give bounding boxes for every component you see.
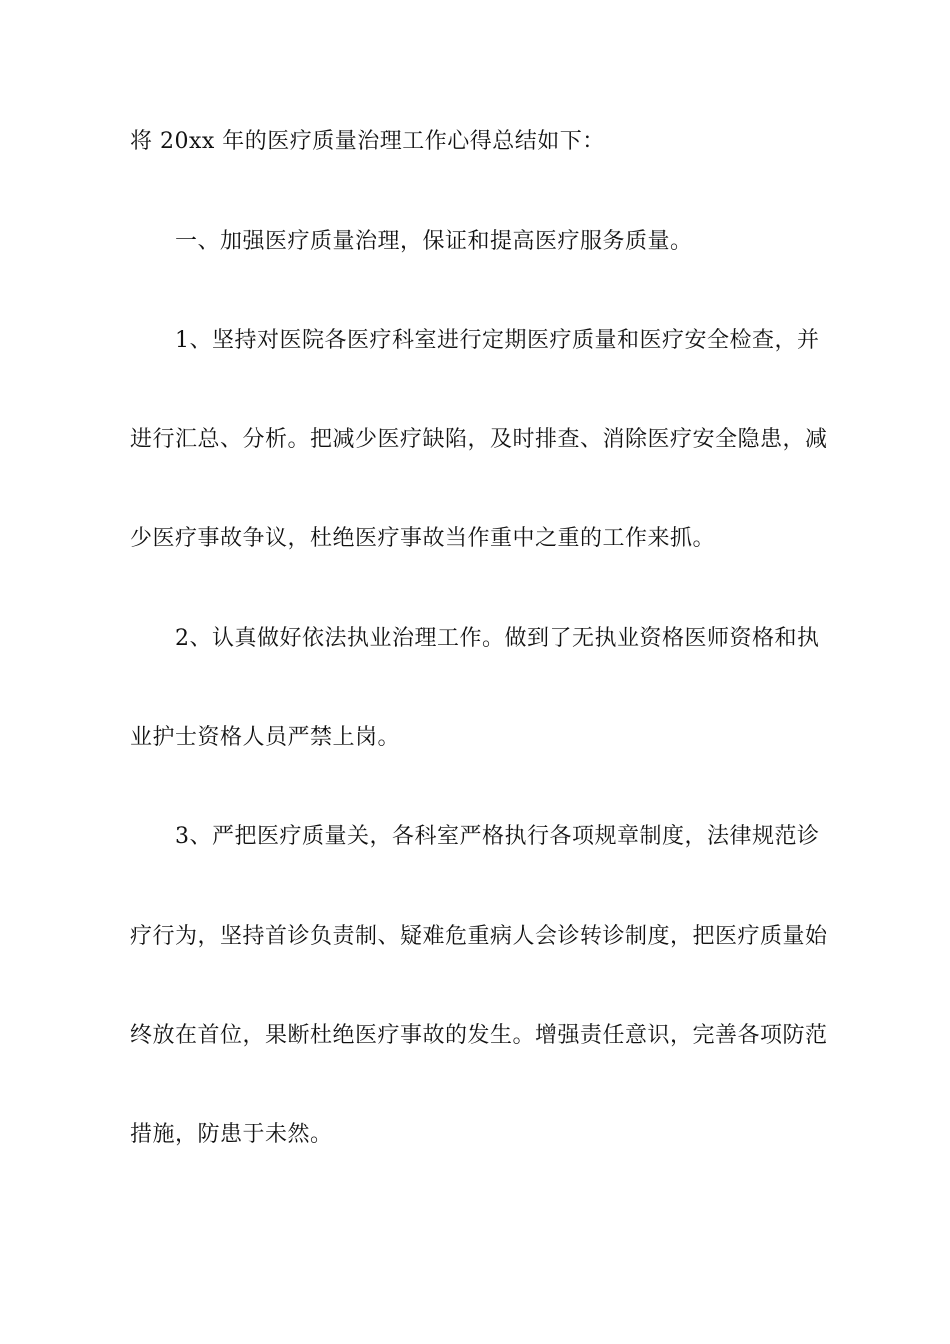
summary-intro-line: 将 20xx 年的医疗质量治理工作心得总结如下： [130, 129, 605, 154]
item-1-line-1: 1、坚持对医院各医疗科室进行定期医疗质量和医疗安全检查，并 [175, 328, 820, 353]
item-2-line-1: 2、认真做好依法执业治理工作。做到了无执业资格医师资格和执 [175, 626, 820, 651]
item-3-line-3: 终放在首位，果断杜绝医疗事故的发生。增强责任意识，完善各项防范 [130, 1023, 828, 1048]
item-3-line-1: 3、严把医疗质量关，各科室严格执行各项规章制度，法律规范诊 [175, 824, 820, 849]
item-1-line-3: 少医疗事故争议，杜绝医疗事故当作重中之重的工作来抓。 [130, 526, 716, 551]
section-heading-1: 一、加强医疗质量治理，保证和提高医疗服务质量。 [175, 229, 693, 254]
item-3-line-4: 措施，防患于未然。 [130, 1122, 333, 1147]
item-1-line-2: 进行汇总、分析。把减少医疗缺陷，及时排查、消除医疗安全隐患，减 [130, 427, 828, 452]
item-2-line-2: 业护士资格人员严禁上岗。 [130, 725, 401, 750]
item-3-line-2: 疗行为，坚持首诊负责制、疑难危重病人会诊转诊制度，把医疗质量始 [130, 924, 828, 949]
